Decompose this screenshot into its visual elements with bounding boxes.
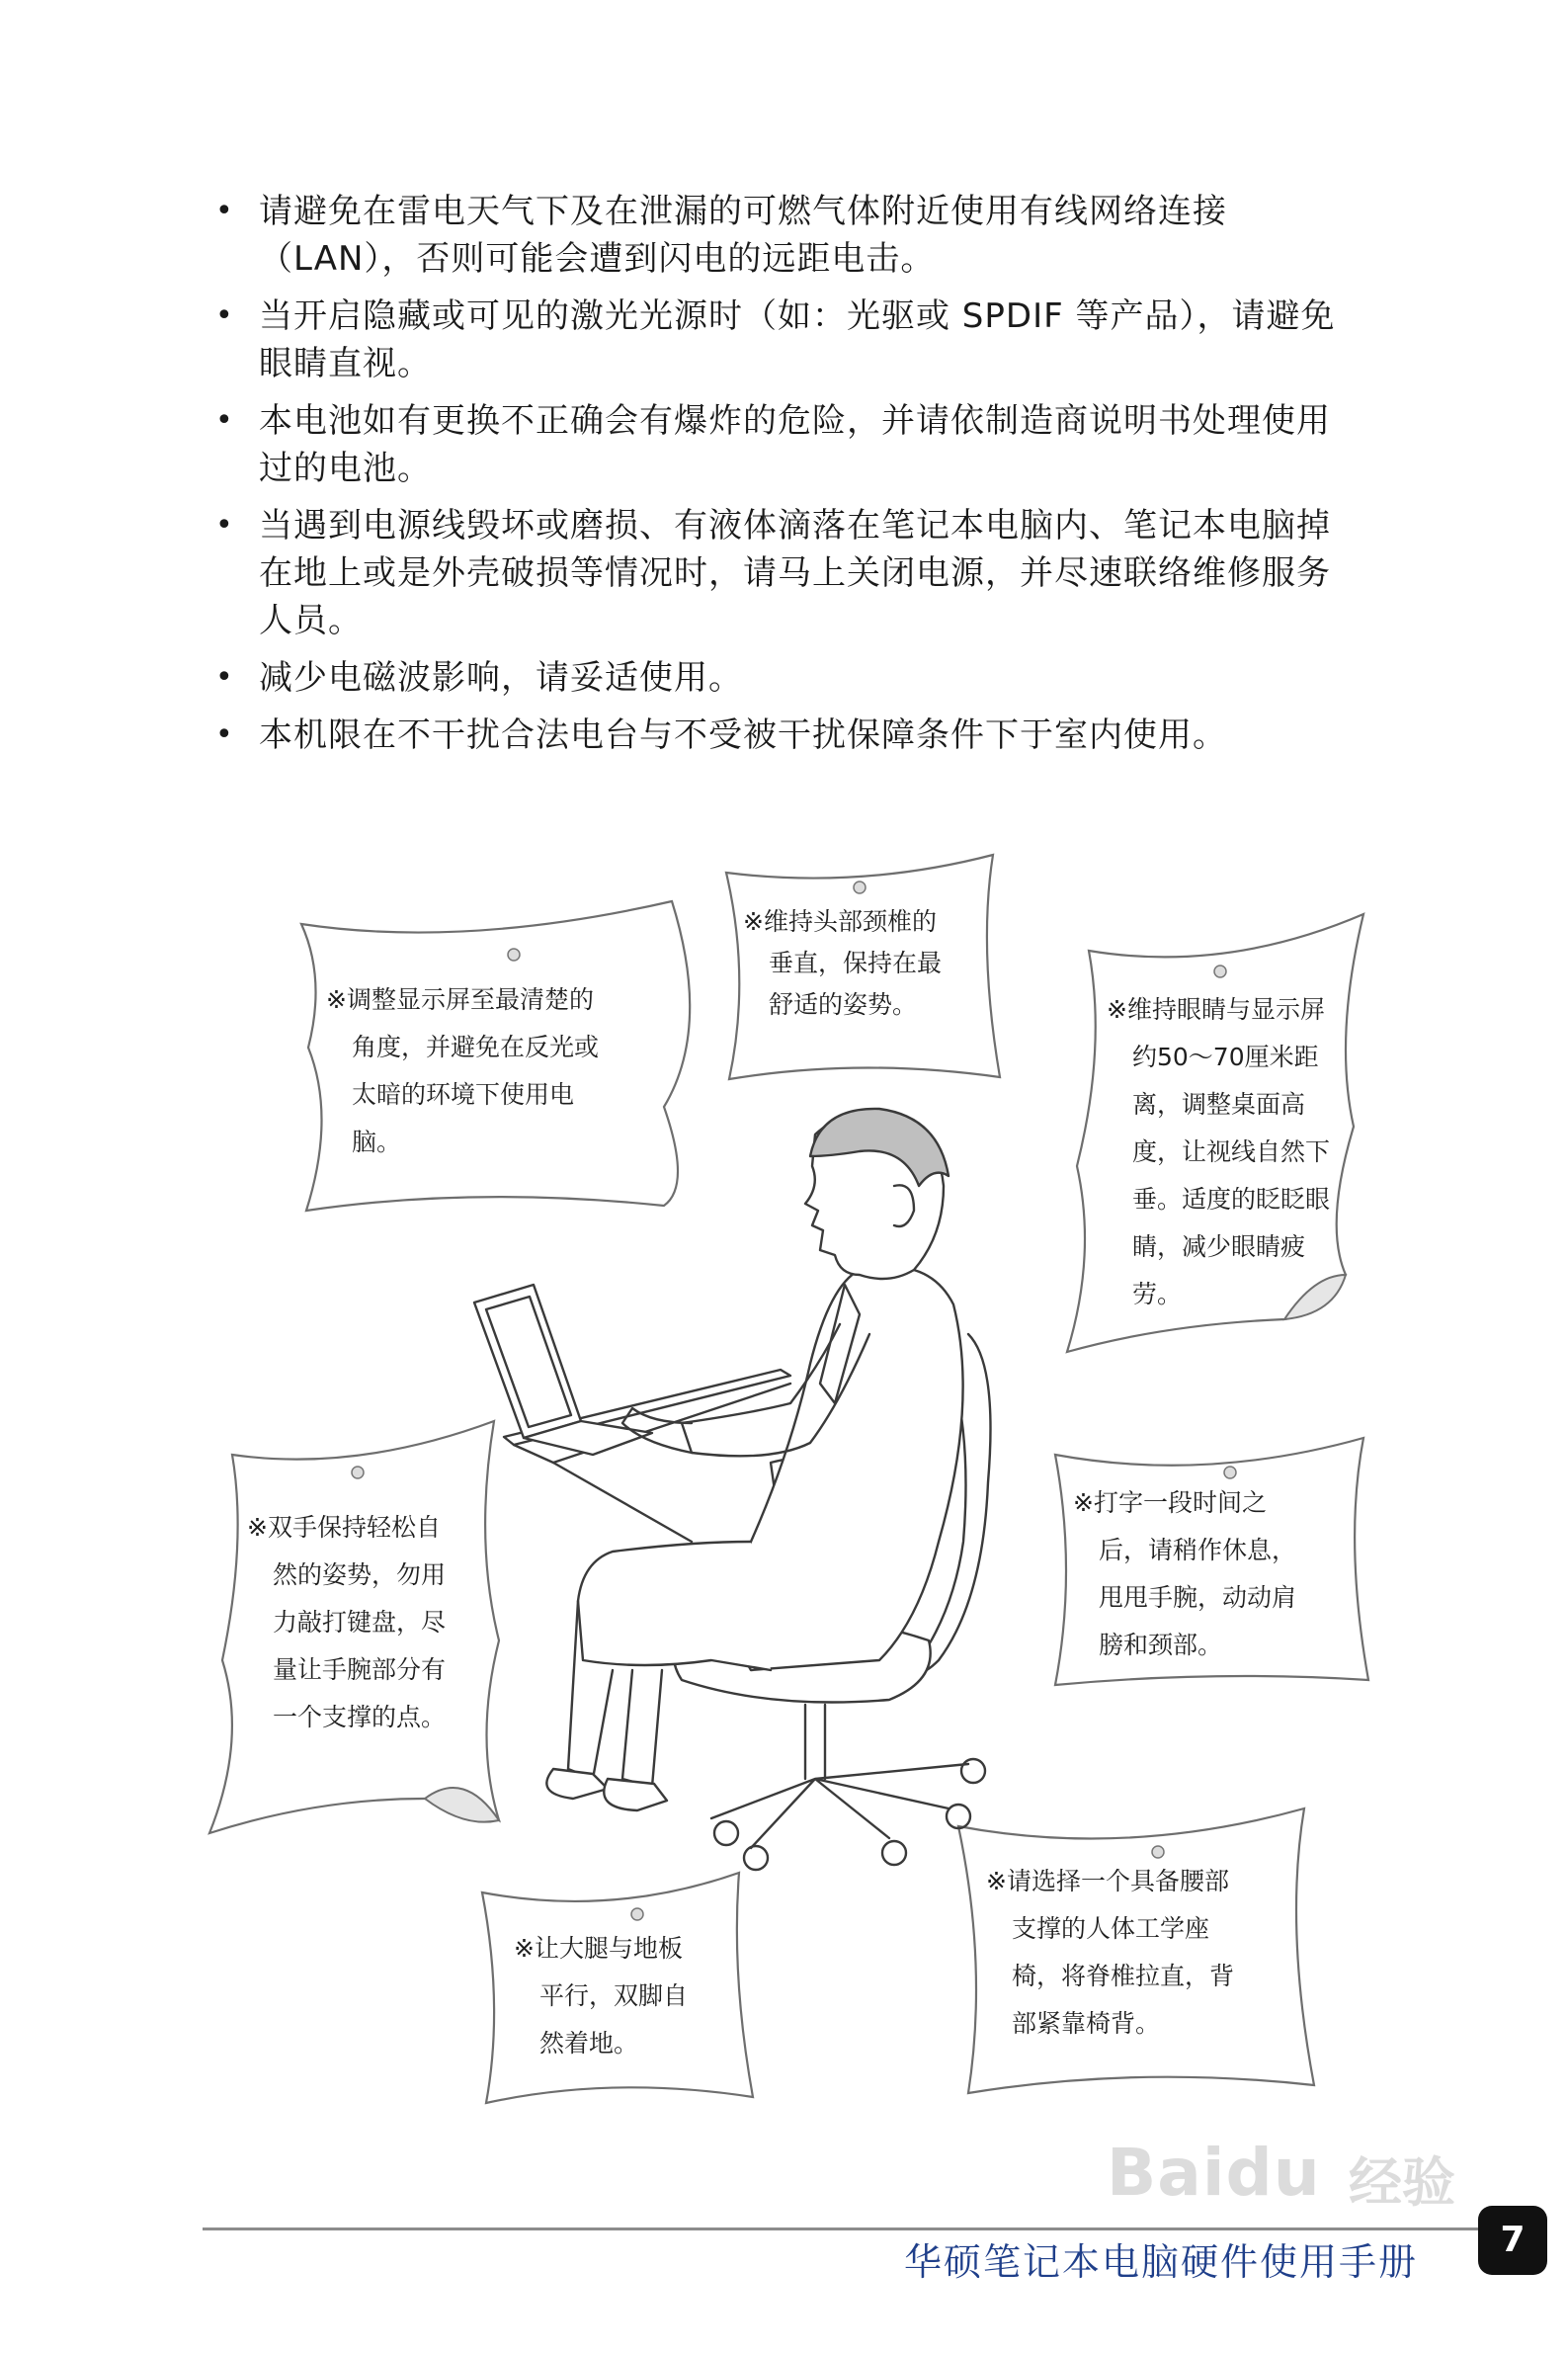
note-line: 太暗的环境下使用电 <box>352 1080 575 1109</box>
note-line: 甩甩手腕，动动肩 <box>1099 1583 1297 1612</box>
chair-wheel-5 <box>961 1759 985 1783</box>
bullet-dot: • <box>215 194 234 228</box>
bullet-dot: • <box>215 660 234 695</box>
person-shin-2 <box>622 1670 662 1787</box>
bullet-dot: • <box>215 403 234 438</box>
note-line: 力敲打键盘，尽 <box>273 1608 447 1637</box>
pin-rest <box>1224 1467 1236 1478</box>
note-line: 支撑的人体工学座 <box>1012 1914 1210 1943</box>
note-line: 垂。适度的眨眨眼 <box>1132 1185 1331 1214</box>
note-line: 睛，减少眼睛疲 <box>1132 1232 1306 1261</box>
bullet-text: 在地上或是外壳破损等情况时，请马上关闭电源，并尽速联络维修服务 <box>259 553 1331 593</box>
note-line: 部紧靠椅背。 <box>1012 2009 1161 2038</box>
note-thighs-parallel <box>514 1925 688 2067</box>
bullet-dot: • <box>215 298 234 333</box>
note-line: ※双手保持轻松自 <box>247 1513 441 1542</box>
bullet-text: 过的电池。 <box>259 449 432 488</box>
pin-eyes <box>1214 966 1226 977</box>
chair-base <box>711 1764 968 1848</box>
chair-wheel-4 <box>947 1805 970 1828</box>
bullet-text: 本机限在不干扰合法电台与不受被干扰保障条件下于室内使用。 <box>259 715 1227 755</box>
watermark-text: Baidu <box>1107 2135 1321 2211</box>
pin-hands <box>352 1467 364 1478</box>
footer-divider <box>203 2227 1482 2230</box>
note-screen-adjust <box>326 976 599 1166</box>
pin-thighs <box>631 1908 643 1920</box>
note-line: ※让大腿与地板 <box>514 1934 683 1963</box>
note-line: 脑。 <box>352 1128 402 1156</box>
person-foot-2 <box>604 1779 667 1810</box>
chair-wheel-1 <box>714 1821 738 1845</box>
note-line: 后，请稍作休息， <box>1099 1536 1297 1564</box>
watermark-sub: 经验 <box>1349 2151 1455 2214</box>
note-line: 劳。 <box>1132 1280 1183 1308</box>
chair-wheel-3 <box>882 1841 906 1865</box>
note-line: 舒适的姿势。 <box>769 990 918 1019</box>
bullet-text: 请避免在雷电天气下及在泄漏的可燃气体附近使用有线网络连接 <box>259 192 1227 231</box>
note-line: ※维持头部颈椎的 <box>743 907 937 936</box>
bullet-text: 眼睛直视。 <box>259 344 432 383</box>
bullet-text: （LAN），否则可能会遭到闪电的远距电击。 <box>259 239 936 279</box>
note-hands-relaxed <box>247 1504 446 1741</box>
note-line: 然着地。 <box>539 2029 639 2058</box>
footer-manual-title: 华硕笔记本电脑硬件使用手册 <box>904 2240 1419 2284</box>
bullet-text: 人员。 <box>259 601 363 640</box>
bullet-text: 当开启隐藏或可见的激光光源时（如：光驱或 SPDIF 等产品），请避免 <box>259 296 1336 336</box>
pin-chair <box>1152 1846 1164 1858</box>
note-ergonomic-chair <box>986 1858 1234 2048</box>
note-rest-break <box>1073 1479 1296 1669</box>
person-thigh <box>578 1542 771 1670</box>
bullet-text: 本电池如有更换不正确会有爆炸的危险，并请依制造商说明书处理使用 <box>259 401 1331 441</box>
chair-wheel-2 <box>744 1846 768 1870</box>
note-line: 离，调整桌面高 <box>1132 1090 1306 1119</box>
note-line: ※维持眼睛与显示屏 <box>1107 995 1325 1024</box>
note-eye-distance <box>1107 986 1330 1318</box>
pin-head <box>854 882 866 893</box>
bullet-text: 当遇到电源线毁坏或磨损、有液体滴落在笔记本电脑内、笔记本电脑掉 <box>259 506 1331 546</box>
note-line: 一个支撑的点。 <box>273 1703 447 1731</box>
bullet-dot: • <box>215 717 234 752</box>
note-line: 然的姿势，勿用 <box>273 1560 447 1589</box>
note-line: 平行，双脚自 <box>539 1981 689 2010</box>
note-head-posture <box>743 901 942 1026</box>
bullet-dot: • <box>215 508 234 543</box>
pin-screen <box>508 949 520 961</box>
desk-leg <box>553 1463 692 1542</box>
note-line: 度，让视线自然下 <box>1132 1137 1331 1166</box>
note-line: 垂直，保持在最 <box>769 949 943 977</box>
note-line: 角度，并避免在反光或 <box>352 1033 600 1061</box>
page-number-badge: 7 <box>1478 2206 1547 2275</box>
person-foot-1 <box>546 1769 608 1799</box>
note-line: 约50～70厘米距 <box>1132 1043 1319 1071</box>
note-line: ※打字一段时间之 <box>1073 1488 1267 1517</box>
note-line: 量让手腕部分有 <box>273 1655 447 1684</box>
note-line: ※请选择一个具备腰部 <box>986 1867 1229 1895</box>
note-line: 椅，将脊椎拉直，背 <box>1012 1962 1235 1990</box>
note-line: ※调整显示屏至最清楚的 <box>326 985 594 1014</box>
baidu-watermark <box>1107 2135 1482 2224</box>
bullet-text: 减少电磁波影响，请妥适使用。 <box>259 658 743 698</box>
note-line: 膀和颈部。 <box>1099 1631 1223 1659</box>
